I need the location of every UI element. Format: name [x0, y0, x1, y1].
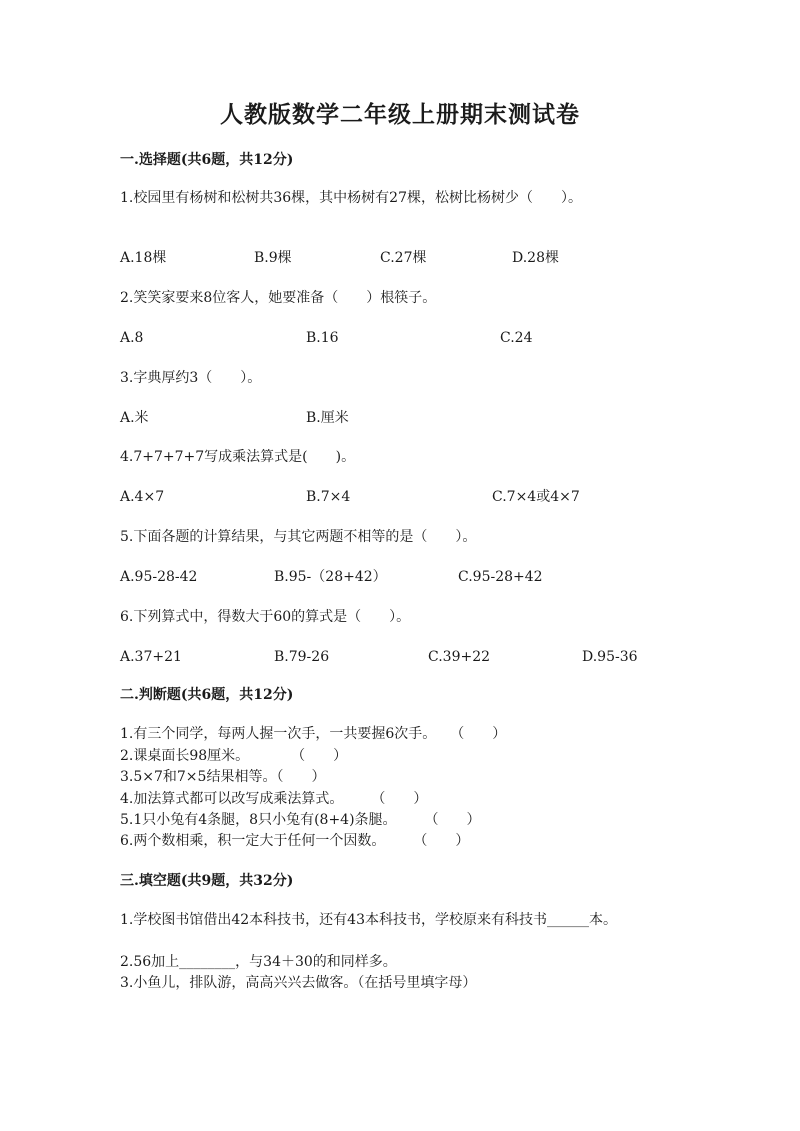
- q3-option-a: A.米: [120, 410, 149, 426]
- question-1: 1.校园里有杨树和松树共36棵，其中杨树有27棵，松树比杨树少（ ）。: [120, 190, 582, 206]
- q4-option-b: B.7×4: [306, 489, 351, 505]
- question-6: 6.下列算式中，得数大于60的算式是（ ）。: [120, 609, 411, 625]
- section-header-choice: 一.选择题(共6题，共12分): [120, 152, 294, 168]
- q1-option-a: A.18棵: [120, 250, 167, 266]
- q6-option-b: B.79-26: [274, 649, 330, 665]
- question-4: 4.7+7+7+7写成乘法算式是( )。: [120, 449, 356, 465]
- q3-option-b: B.厘米: [306, 410, 349, 426]
- q5-option-c: C.95-28+42: [458, 569, 543, 585]
- q1-option-c: C.27棵: [380, 250, 427, 266]
- page-title: 人教版数学二年级上册期末测试卷: [220, 101, 580, 128]
- section-header-judgement: 二.判断题(共6题，共12分): [120, 687, 294, 703]
- judgement-item-3: 3.5×7和7×5结果相等。（ ）: [120, 769, 326, 785]
- judgement-item-1: 1.有三个同学，每两人握一次手，一共要握6次手。 （ ）: [120, 726, 507, 742]
- question-3: 3.字典厚约3（ ）。: [120, 370, 262, 386]
- q5-option-a: A.95-28-42: [120, 569, 198, 585]
- question-2: 2.笑笑家要来8位客人，她要准备（ ）根筷子。: [120, 290, 437, 306]
- q2-option-a: A.8: [120, 330, 144, 346]
- fill-item-2: 2.56加上________，与34＋30的和同样多。: [120, 954, 397, 970]
- judgement-item-5: 5.1只小兔有4条腿，8只小兔有(8+4)条腿。 （ ）: [120, 812, 481, 828]
- q2-option-c: C.24: [500, 330, 533, 346]
- q1-option-d: D.28棵: [512, 250, 559, 266]
- judgement-item-4: 4.加法算式都可以改写成乘法算式。 （ ）: [120, 791, 428, 807]
- q5-option-b: B.95-（28+42）: [274, 569, 387, 585]
- q4-option-a: A.4×7: [120, 489, 165, 505]
- judgement-item-6: 6.两个数相乘，积一定大于任何一个因数。 （ ）: [120, 833, 470, 849]
- q2-option-b: B.16: [306, 330, 339, 346]
- q1-option-b: B.9棵: [254, 250, 292, 266]
- section-header-fill: 三.填空题(共9题，共32分): [120, 873, 294, 889]
- q4-option-c: C.7×4或4×7: [492, 489, 580, 505]
- question-5: 5.下面各题的计算结果，与其它两题不相等的是（ ）。: [120, 529, 477, 545]
- q6-option-d: D.95-36: [582, 649, 638, 665]
- q6-option-a: A.37+21: [120, 649, 182, 665]
- q6-option-c: C.39+22: [428, 649, 491, 665]
- judgement-item-2: 2.课桌面长98厘米。 （ ）: [120, 748, 348, 764]
- fill-item-3: 3.小鱼儿，排队游，高高兴兴去做客。（在括号里填字母）: [120, 975, 477, 991]
- fill-item-1: 1.学校图书馆借出42本科技书，还有43本科技书，学校原来有科技书______本。: [120, 912, 617, 928]
